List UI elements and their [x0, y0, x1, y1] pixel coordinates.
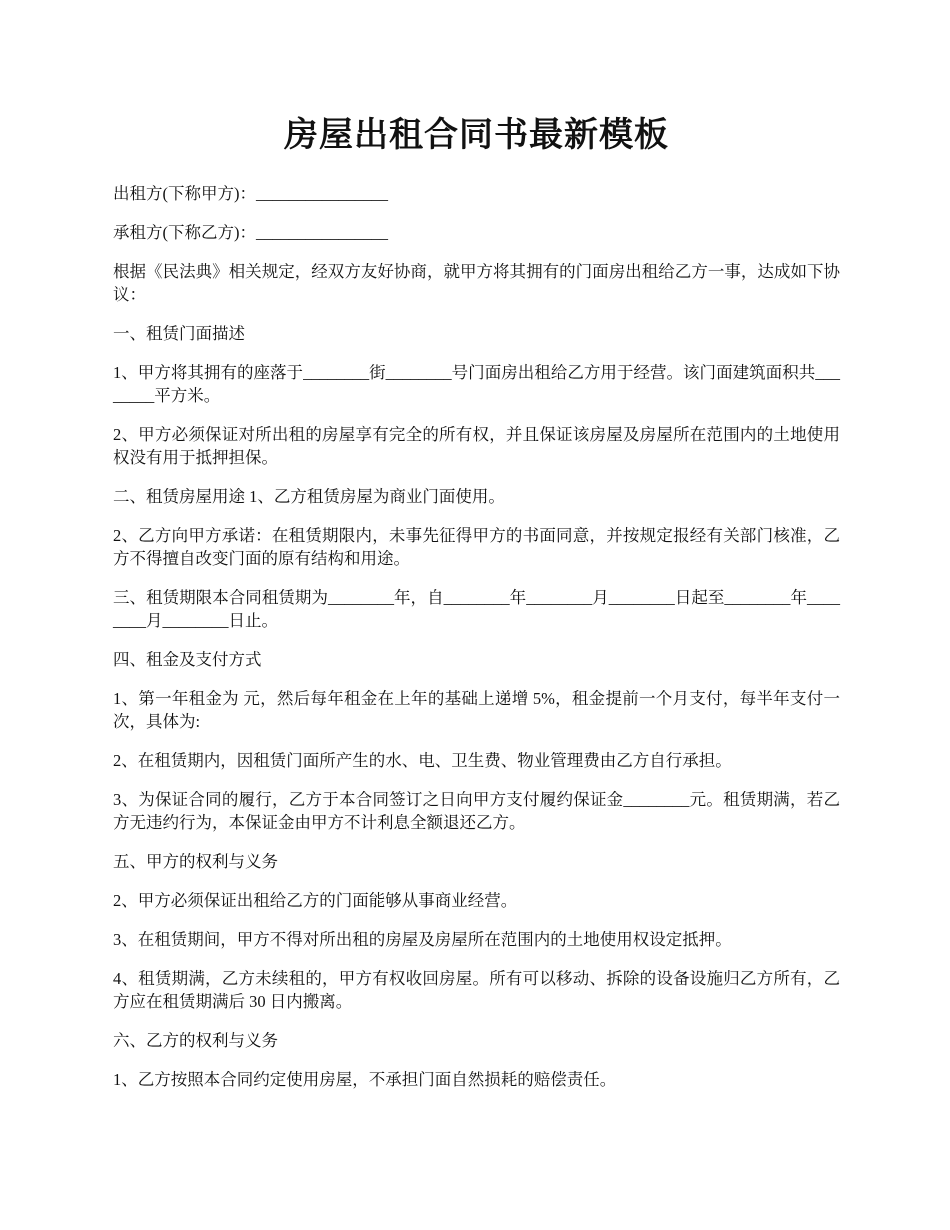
section-heading-6: 六、乙方的权利与义务: [113, 1031, 278, 1050]
clause-paragraph: 4、租赁期满，乙方未续租的，甲方有权收回房屋。所有可以移动、拆除的设备设施归乙方所有，乙方应在租赁期满后 30 日内搬离。: [113, 969, 840, 1011]
document-title: 房屋出租合同书最新模板: [284, 117, 669, 154]
clause-paragraph: 3、为保证合同的履行，乙方于本合同签订之日向甲方支付履约保证金________元。租赁期满，若乙方无违约行为，本保证金由甲方不计利息全额退还乙方。: [113, 790, 840, 832]
lessor-line: 出租方(下称甲方)：________________: [113, 184, 388, 203]
clause-paragraph: 1、第一年租金为 元，然后每年租金在上年的基础上递增 5%，租金提前一个月支付，每半年支付一次，具体为:: [113, 689, 840, 731]
section-heading-4: 四、租金及支付方式: [113, 650, 262, 669]
lessee-line: 承租方(下称乙方)：________________: [113, 223, 388, 242]
clause-paragraph: 2、乙方向甲方承诺：在租赁期限内，未事先征得甲方的书面同意，并按规定报经有关部门核准，乙方不得擅自改变门面的原有结构和用途。: [113, 526, 840, 568]
section-heading-3: 三、租赁期限本合同租赁期为________年，自________年________月________日起至________年________月________日止。: [113, 588, 840, 630]
preamble-paragraph: 根据《民法典》相关规定，经双方友好协商，就甲方将其拥有的门面房出租给乙方一事，达成如下协议：: [113, 262, 840, 304]
clause-paragraph: 2、甲方必须保证对所出租的房屋享有完全的所有权，并且保证该房屋及房屋所在范围内的土地使用权没有用于抵押担保。: [113, 425, 840, 467]
clause-paragraph: 1、乙方按照本合同约定使用房屋，不承担门面自然损耗的赔偿责任。: [113, 1070, 617, 1089]
clause-paragraph: 1、甲方将其拥有的座落于________街________号门面房出租给乙方用于经营。该门面建筑面积共________平方米。: [113, 363, 840, 405]
clause-paragraph: 2、在租赁期内，因租赁门面所产生的水、电、卫生费、物业管理费由乙方自行承担。: [113, 751, 732, 770]
section-heading-5: 五、甲方的权利与义务: [113, 852, 278, 871]
clause-paragraph: 2、甲方必须保证出租给乙方的门面能够从事商业经营。: [113, 891, 518, 910]
section-heading-1: 一、租赁门面描述: [113, 324, 245, 343]
section-heading-2: 二、租赁房屋用途 1、乙方租赁房屋为商业门面使用。: [113, 487, 505, 506]
clause-paragraph: 3、在租赁期间，甲方不得对所出租的房屋及房屋所在范围内的土地使用权设定抵押。: [113, 930, 732, 949]
